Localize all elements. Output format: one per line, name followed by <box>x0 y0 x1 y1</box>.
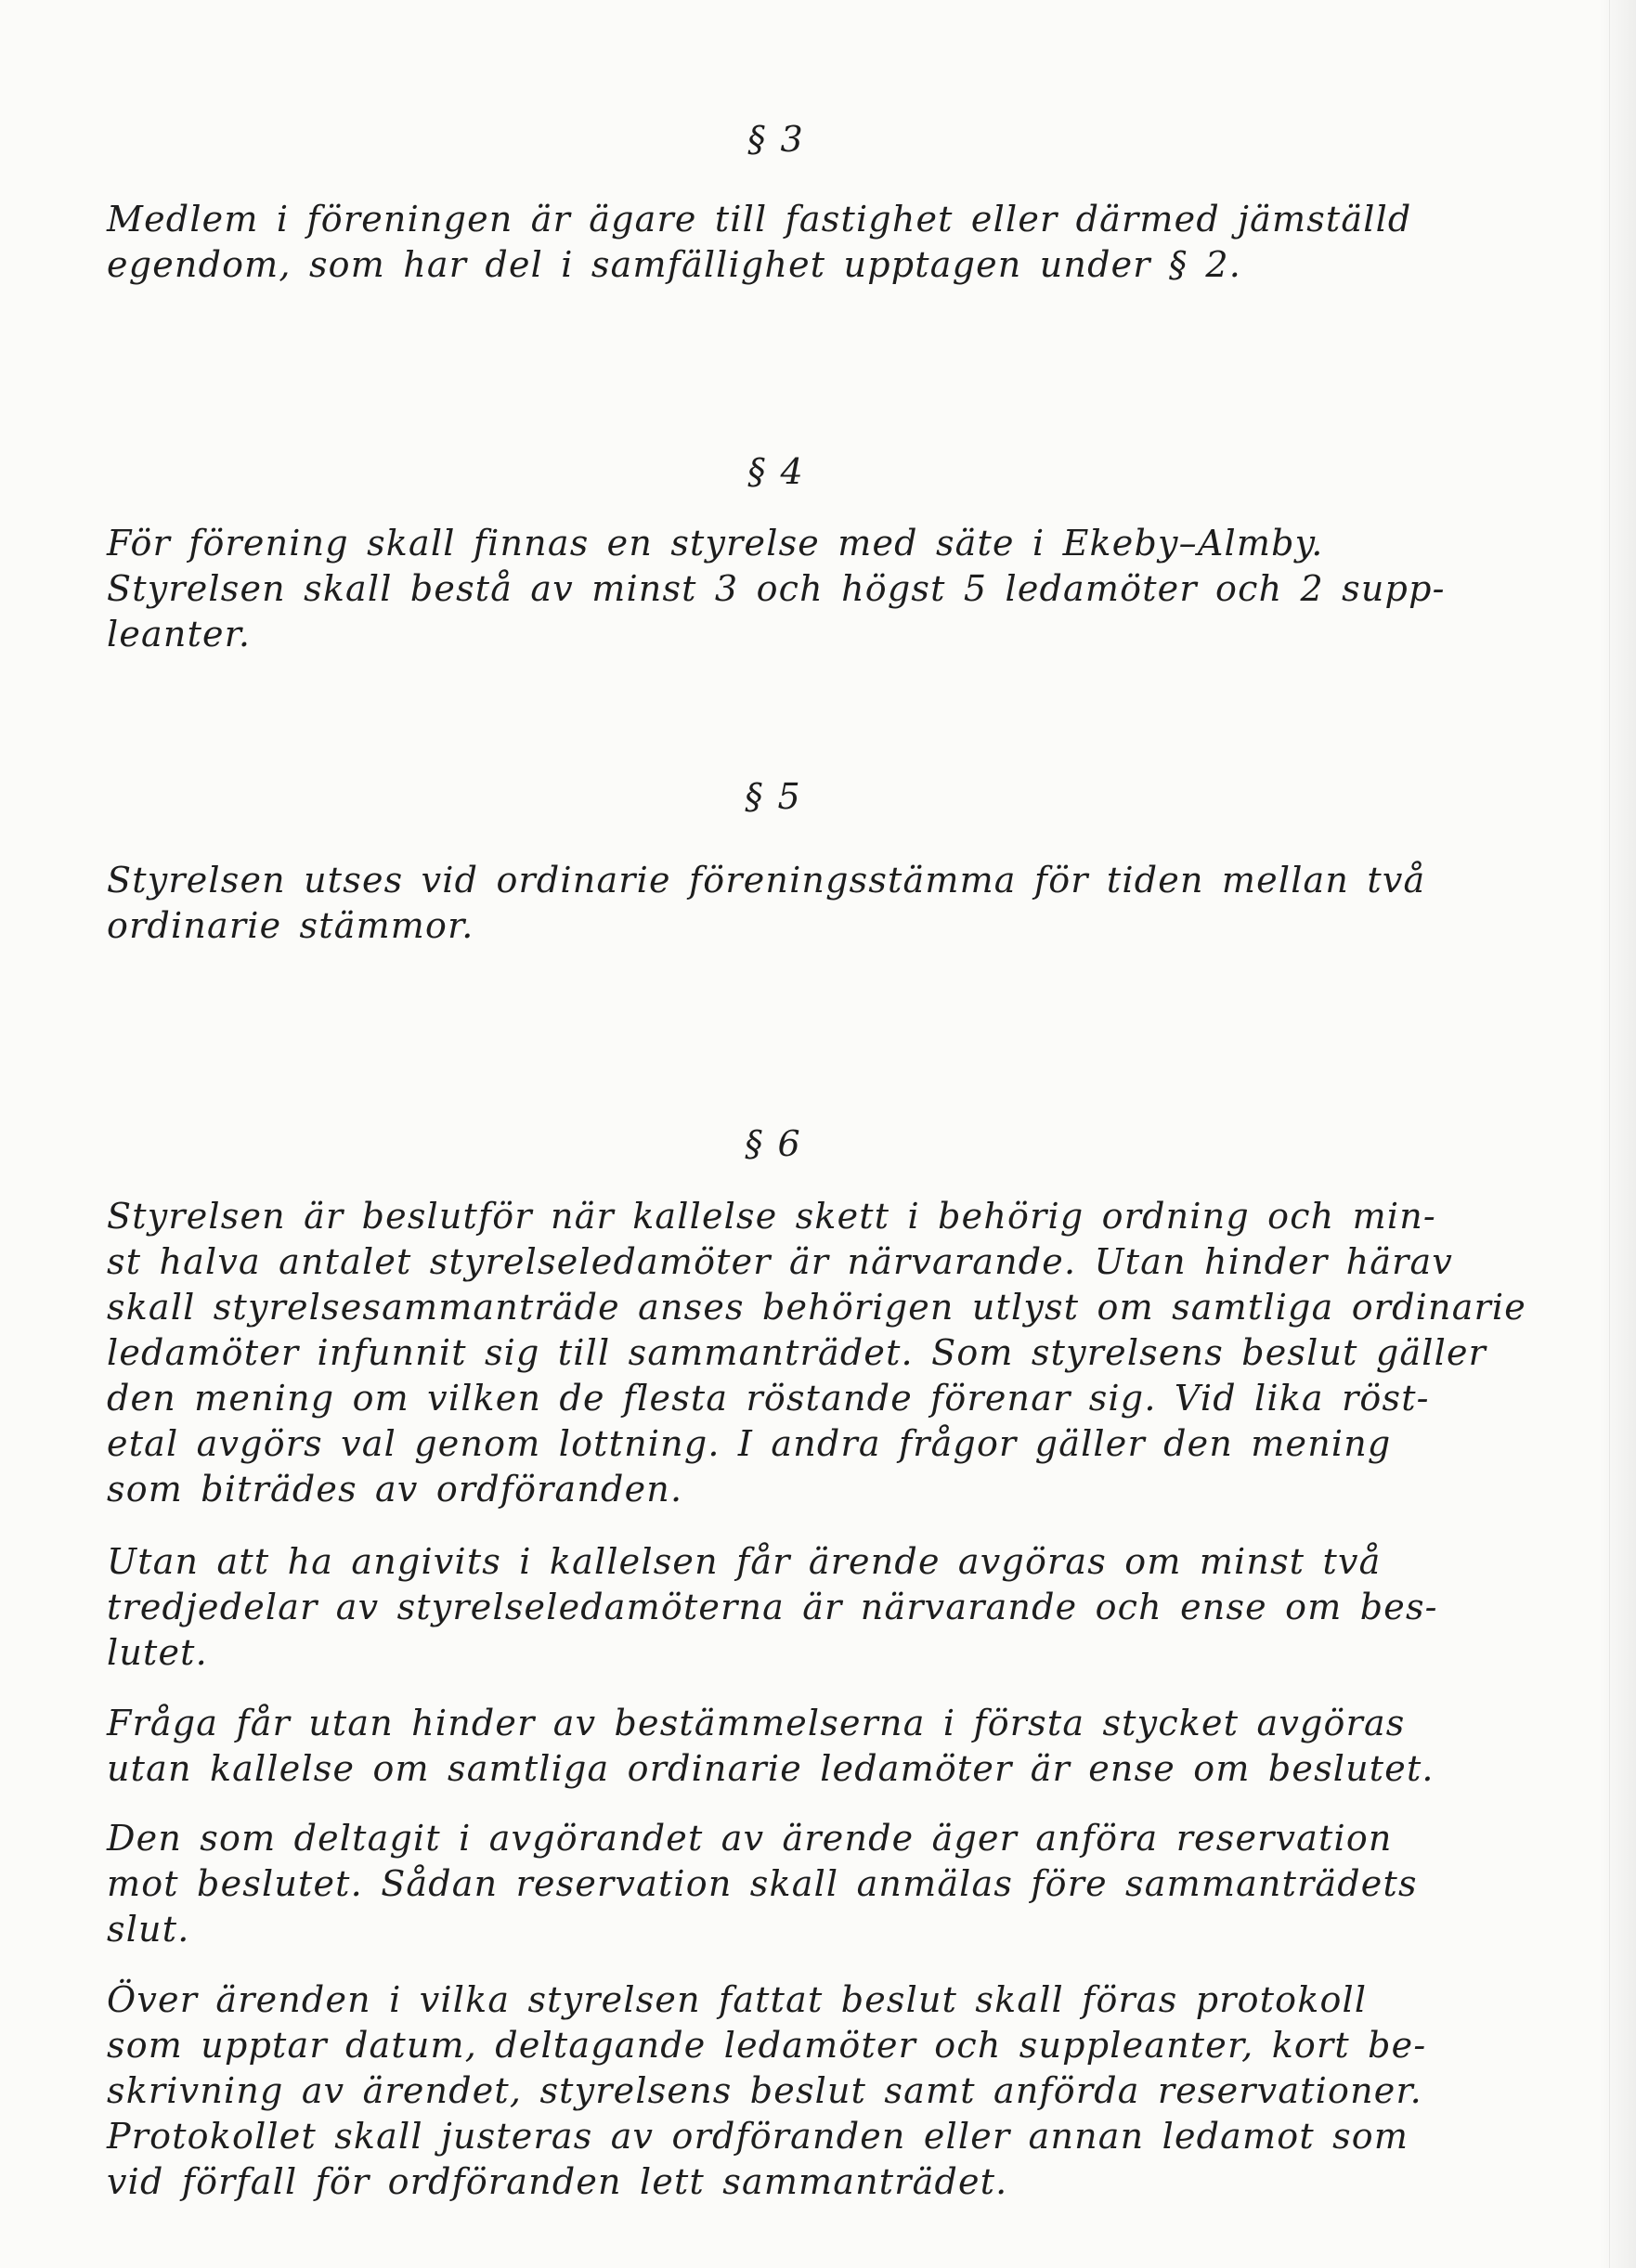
text-line: Utan att ha angivits i kallelsen får ärende avgöras om minst två <box>107 1541 1382 1582</box>
text-line: slut. <box>107 1909 190 1950</box>
text-line: Fråga får utan hinder av bestämmelserna i första stycket avgöras <box>107 1703 1406 1743</box>
text-line: Den som deltagit i avgörandet av ärende äger anföra reservation <box>107 1818 1393 1859</box>
section-6-paragraph-2 <box>107 1539 1481 1676</box>
text-line: skall styrelsesammanträde anses behörigen utlyst om samtliga ordinarie <box>107 1287 1526 1328</box>
section-4-paragraph-1 <box>107 521 1481 657</box>
text-line: leanter. <box>107 614 252 654</box>
text-line: Styrelsen är beslutför när kallelse skett i behörig ordning och min- <box>107 1196 1436 1237</box>
section-6-paragraph-4 <box>107 1816 1481 1952</box>
text-line: Styrelsen utses vid ordinarie föreningsstämma för tiden mellan två <box>107 860 1426 901</box>
text-line: den mening om vilken de flesta röstande förenar sig. Vid lika röst- <box>107 1378 1430 1419</box>
text-line: etal avgörs val genom lottning. I andra frågor gäller den mening <box>107 1423 1392 1464</box>
text-line: som upptar datum, deltagande ledamöter och suppleanter, kort be- <box>107 2025 1427 2066</box>
section-heading-3: § 3 <box>747 119 805 160</box>
section-heading-6: § 6 <box>745 1123 802 1164</box>
text-line: ledamöter infunnit sig till sammanträdet. Som styrelsens beslut gäller <box>107 1332 1487 1373</box>
text-line: mot beslutet. Sådan reservation skall anmälas före sammanträdets <box>107 1863 1418 1904</box>
text-line: Protokollet skall justeras av ordföranden eller annan ledamot som <box>107 2116 1409 2157</box>
text-line: Styrelsen skall bestå av minst 3 och högst 5 ledamöter och 2 supp- <box>107 568 1446 609</box>
section-6-paragraph-1 <box>107 1194 1526 1512</box>
text-line: tredjedelar av styrelseledamöterna är närvarande och ense om bes- <box>107 1587 1438 1627</box>
section-heading-4: § 4 <box>747 451 805 492</box>
text-line: som biträdes av ordföranden. <box>107 1469 683 1510</box>
section-3-paragraph-1 <box>107 197 1481 288</box>
text-line: skrivning av ärendet, styrelsens beslut samt anförda reservationer. <box>107 2070 1422 2111</box>
section-5-paragraph-1 <box>107 858 1481 949</box>
text-line: ordinarie stämmor. <box>107 905 474 946</box>
text-line: st halva antalet styrelseledamöter är närvarande. Utan hinder härav <box>107 1241 1454 1282</box>
page-shadow <box>1599 0 1636 2268</box>
text-line: utan kallelse om samtliga ordinarie ledamöter är ense om beslutet. <box>107 1748 1435 1789</box>
text-line: Medlem i föreningen är ägare till fastighet eller därmed jämställd <box>107 199 1412 240</box>
text-line: Över ärenden i vilka styrelsen fattat beslut skall föras protokoll <box>107 1979 1368 2020</box>
text-line: lutet. <box>107 1632 208 1673</box>
page-edge <box>1609 0 1610 2268</box>
text-line: För förening skall finnas en styrelse med säte i Ekeby–Almby. <box>107 523 1324 564</box>
section-6-paragraph-3 <box>107 1701 1481 1792</box>
text-line: vid förfall för ordföranden lett sammanträdet. <box>107 2161 1008 2202</box>
section-heading-5: § 5 <box>745 776 802 817</box>
text-line: egendom, som har del i samfällighet upptagen under § 2. <box>107 244 1242 285</box>
section-6-paragraph-5 <box>107 1977 1481 2205</box>
